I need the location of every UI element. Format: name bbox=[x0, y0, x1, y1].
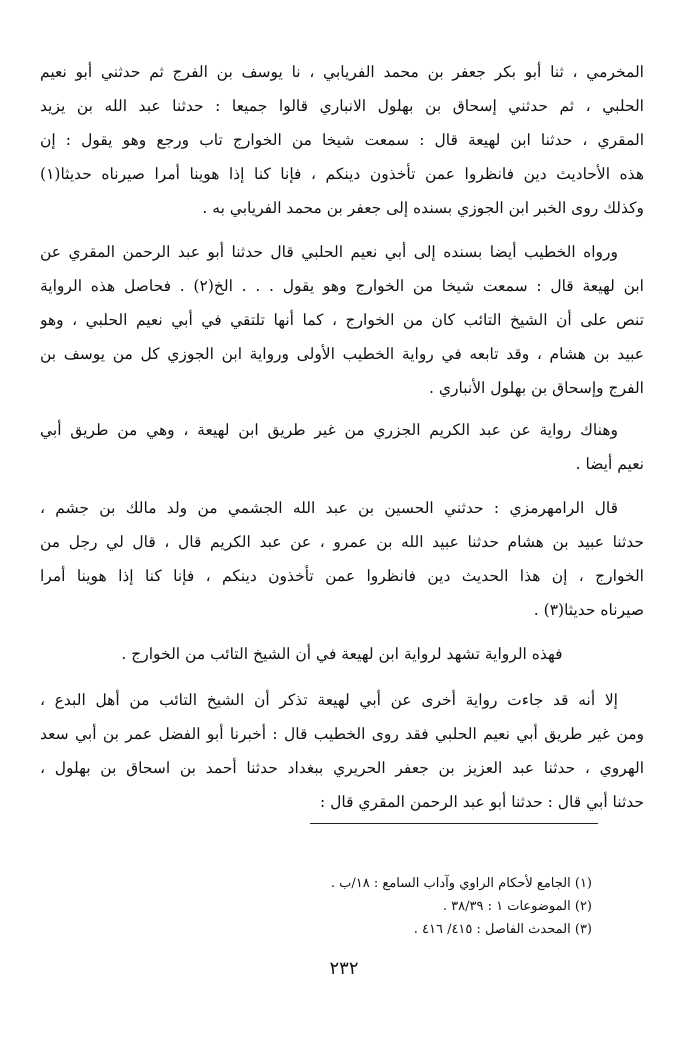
text-line: تنص على أن الشيخ التائب كان من الخوارج ، كما أنها تلتقي في أبي نعيم الحلبي ، وهو bbox=[40, 311, 644, 329]
text-line: عبيد بن هشام ، وقد تابعه في رواية الخطيب الأولى ورواية ابن الجوزي كل من يوسف بن bbox=[40, 345, 644, 363]
footnote-3: (٣) المحدث الفاصل : ٤١٥/ ٤١٦ . bbox=[413, 922, 592, 937]
text-line: الهروي ، حدثنا عبد العزيز بن جعفر الحريري ببغداد حدثنا أحمد بن اسحاق بن بهلول ، bbox=[40, 759, 644, 777]
text-line: المقري ، حدثنا ابن لهيعة قال : سمعت شيخا من الخوارج تاب ورجع وهو يقول : إن bbox=[40, 131, 644, 149]
footnote-separator bbox=[310, 823, 598, 824]
text-line: نعيم أيضا . bbox=[575, 455, 644, 473]
text-line: الخوارج ، إن هذا الحديث دين فانظروا عمن تأخذون دينكم ، فإنا كنا إذا هوينا أمرا bbox=[40, 567, 644, 585]
text-line: الحلبي ، ثم حدثني إسحاق بن بهلول الانباري قالوا جميعا : حدثنا عبد الله بن يزيد bbox=[40, 97, 644, 115]
paragraph-5 bbox=[40, 637, 644, 671]
paragraph-2 bbox=[40, 235, 644, 405]
text-line: المخرمي ، ثنا أبو بكر جعفر بن محمد الفريابي ، نا يوسف بن الفرج ثم حدثني أبو نعيم bbox=[40, 63, 644, 81]
text-line: حدثنا عبيد بن هشام حدثنا عبيد الله بن عمرو ، عن عبد الكريم قال ، قال لي رجل من bbox=[40, 533, 644, 551]
text-line: ابن لهيعة قال : سمعت شيخا من الخوارج وهو يقول . . . الخ(٢) . فحاصل هذه الرواية bbox=[40, 277, 644, 295]
text-line: فهذه الرواية تشهد لرواية ابن لهيعة في أن الشيخ التائب من الخوارج . bbox=[121, 645, 563, 663]
text-line: قال الرامهرمزي : حدثني الحسين بن عبد الله الجشمي من ولد مالك بن جشم ، bbox=[40, 499, 618, 517]
text-line: وهناك رواية عن عبد الكريم الجزري من غير طريق ابن لهيعة ، وهي من طريق أبي bbox=[40, 421, 618, 439]
text-line: ومن غير طريق أبي نعيم الحلبي فقد روى الخطيب قال : أخبرنا أبو الفضل عمر بن أبي سعد bbox=[40, 725, 644, 743]
page-number: ٢٣٢ bbox=[329, 958, 359, 979]
text-line: صيرناه حديثا(٣) . bbox=[533, 601, 644, 619]
paragraph-4 bbox=[40, 491, 644, 627]
paragraph-6 bbox=[40, 683, 644, 819]
text-line: وكذلك روى الخبر ابن الجوزي بسنده إلى جعفر بن محمد الفريابي به . bbox=[202, 199, 644, 217]
text-line: هذه الأحاديث دين فانظروا عمن تأخذون دينكم ، فإنا كنا إذا هوينا أمرا صيرناه حديثا(١) bbox=[40, 165, 644, 183]
paragraph-3 bbox=[40, 413, 644, 481]
text-line: إلا أنه قد جاءت رواية أخرى عن أبي لهيعة تذكر أن الشيخ التائب من أهل البدع ، bbox=[40, 691, 618, 709]
text-line: الفرج وإسحاق بن بهلول الأنباري . bbox=[429, 379, 644, 397]
paragraph-1 bbox=[40, 55, 644, 225]
text-line: حدثنا أبي قال : حدثنا أبو عبد الرحمن المقري قال : bbox=[319, 793, 644, 811]
footnote-2: (٢) الموضوعات ١ : ٣٨/٣٩ . bbox=[442, 899, 592, 914]
footnote-1: (١) الجامع لأحكام الراوي وآداب السامع : ١٨/ب . bbox=[330, 876, 592, 891]
text-line: ورواه الخطيب أيضا بسنده إلى أبي نعيم الحلبي قال حدثنا أبو عبد الرحمن المقري عن bbox=[40, 243, 618, 261]
